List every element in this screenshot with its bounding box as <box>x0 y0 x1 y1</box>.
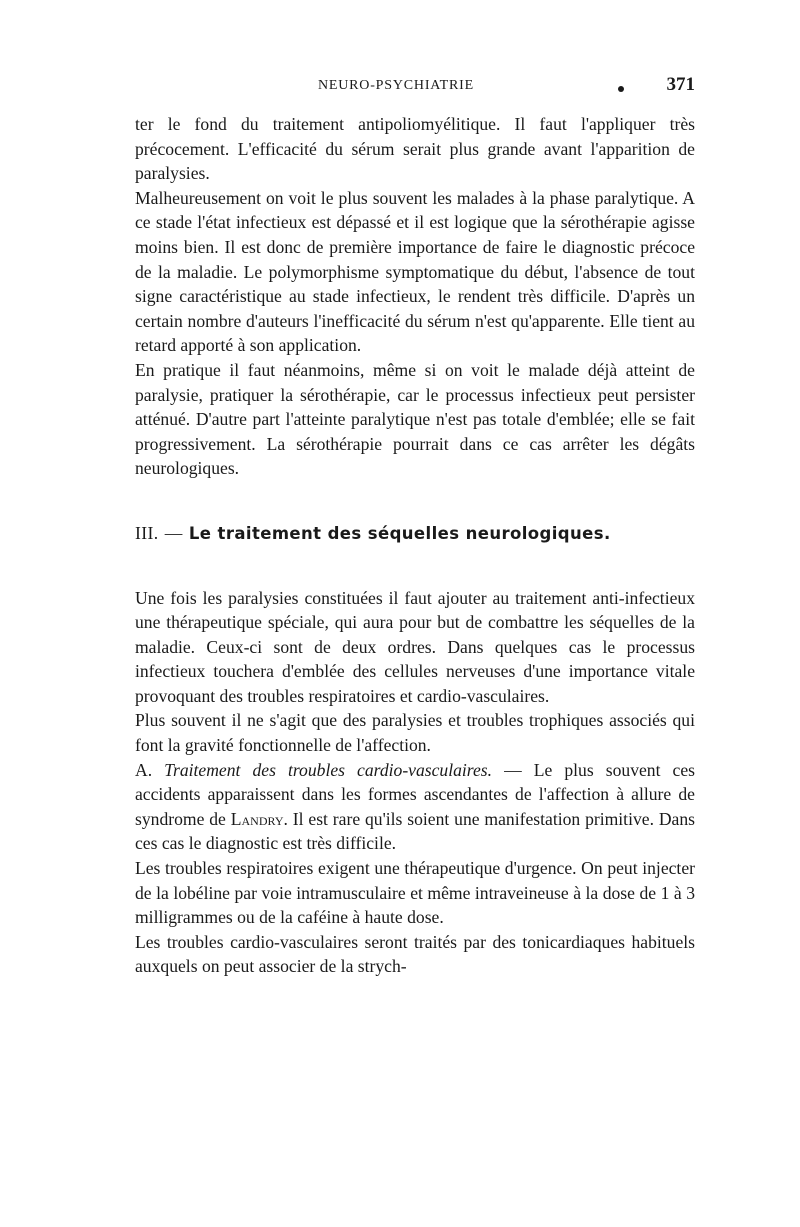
section-title: Le traitement des séquelles neurologiques. <box>188 523 611 543</box>
subsection-text-continued: . Il est rare qu'ils soient une manifestation primitive. Dans ces cas le diagnostic est très difficile. <box>135 808 695 854</box>
page-number: 371 <box>666 74 695 95</box>
section-heading <box>135 521 695 547</box>
paragraph-continued: ter le fond du traitement antipoliomyélitique. Il faut l'appliquer très précocement. L'efficacité du sérum serait plus grande avant l'apparition de paralysies. <box>135 114 695 184</box>
section-number: III. <box>135 522 159 543</box>
section-dash: — <box>164 522 183 543</box>
header-bullet-mark <box>618 86 624 92</box>
running-title: NEURO-PSYCHIATRIE <box>318 78 474 93</box>
page-body <box>135 112 695 979</box>
paragraph: En pratique il faut néanmoins, même si on voit le malade déjà atteint de paralysie, pratiquer la sérothérapie, car le processus infectieux peut persister atténué. D'autre part l'atteinte paralytique n'est pas totale d'emblée; elle se fait progressivement. La sérothérapie pourrait dans ce cas arrêter les dégâts neurologiques. <box>135 359 695 479</box>
author-name: Landry <box>230 808 284 829</box>
paragraph: Malheureusement on voit le plus souvent les malades à la phase paralytique. A ce stade l'état infectieux est dépassé et il est logique que la sérothérapie agisse moins bien. Il est donc de première importance de faire le diagnostic précoce de la maladie. Le polymorphisme symptomatique du début, l'absence de tout signe caractéristique au stade infectieux, le rendent très difficile. D'après un certain nombre d'auteurs l'inefficacité du sérum n'est qu'apparente. Elle tient au retard apporté à son application. <box>135 187 695 356</box>
subsection-title: Traitement des troubles cardio-vasculaires. <box>164 759 493 780</box>
subsection-letter: A. <box>135 759 153 780</box>
paragraph: Les troubles respiratoires exigent une thérapeutique d'urgence. On peut injecter de la lobéline par voie intramusculaire et même intraveineuse à la dose de 1 à 3 milligrammes ou de la caféine à haute dose. <box>135 858 695 928</box>
paragraph: Une fois les paralysies constituées il faut ajouter au traitement anti-infectieux une thérapeutique spéciale, qui aura pour but de combattre les séquelles de la maladie. Ceux-ci sont de deux ordres. Dans quelques cas le processus infectieux touchera d'emblée des cellules nerveuses d'une importance vitale provoquant des troubles respiratoires et cardio-vasculaires. <box>135 587 695 706</box>
paragraph: Les troubles cardio-vasculaires seront traités par des tonicardiaques habituels auxquels on peut associer de la strych- <box>135 931 695 977</box>
subsection-paragraph <box>135 758 695 856</box>
page-header <box>135 74 695 104</box>
paragraph: Plus souvent il ne s'agit que des paralysies et troubles trophiques associés qui font la gravité fonctionnelle de l'affection. <box>135 710 695 756</box>
subsection-text: — Le plus souvent ces accidents apparaissent dans les formes ascendantes de l'affection à allure de syndrome de <box>135 759 695 829</box>
